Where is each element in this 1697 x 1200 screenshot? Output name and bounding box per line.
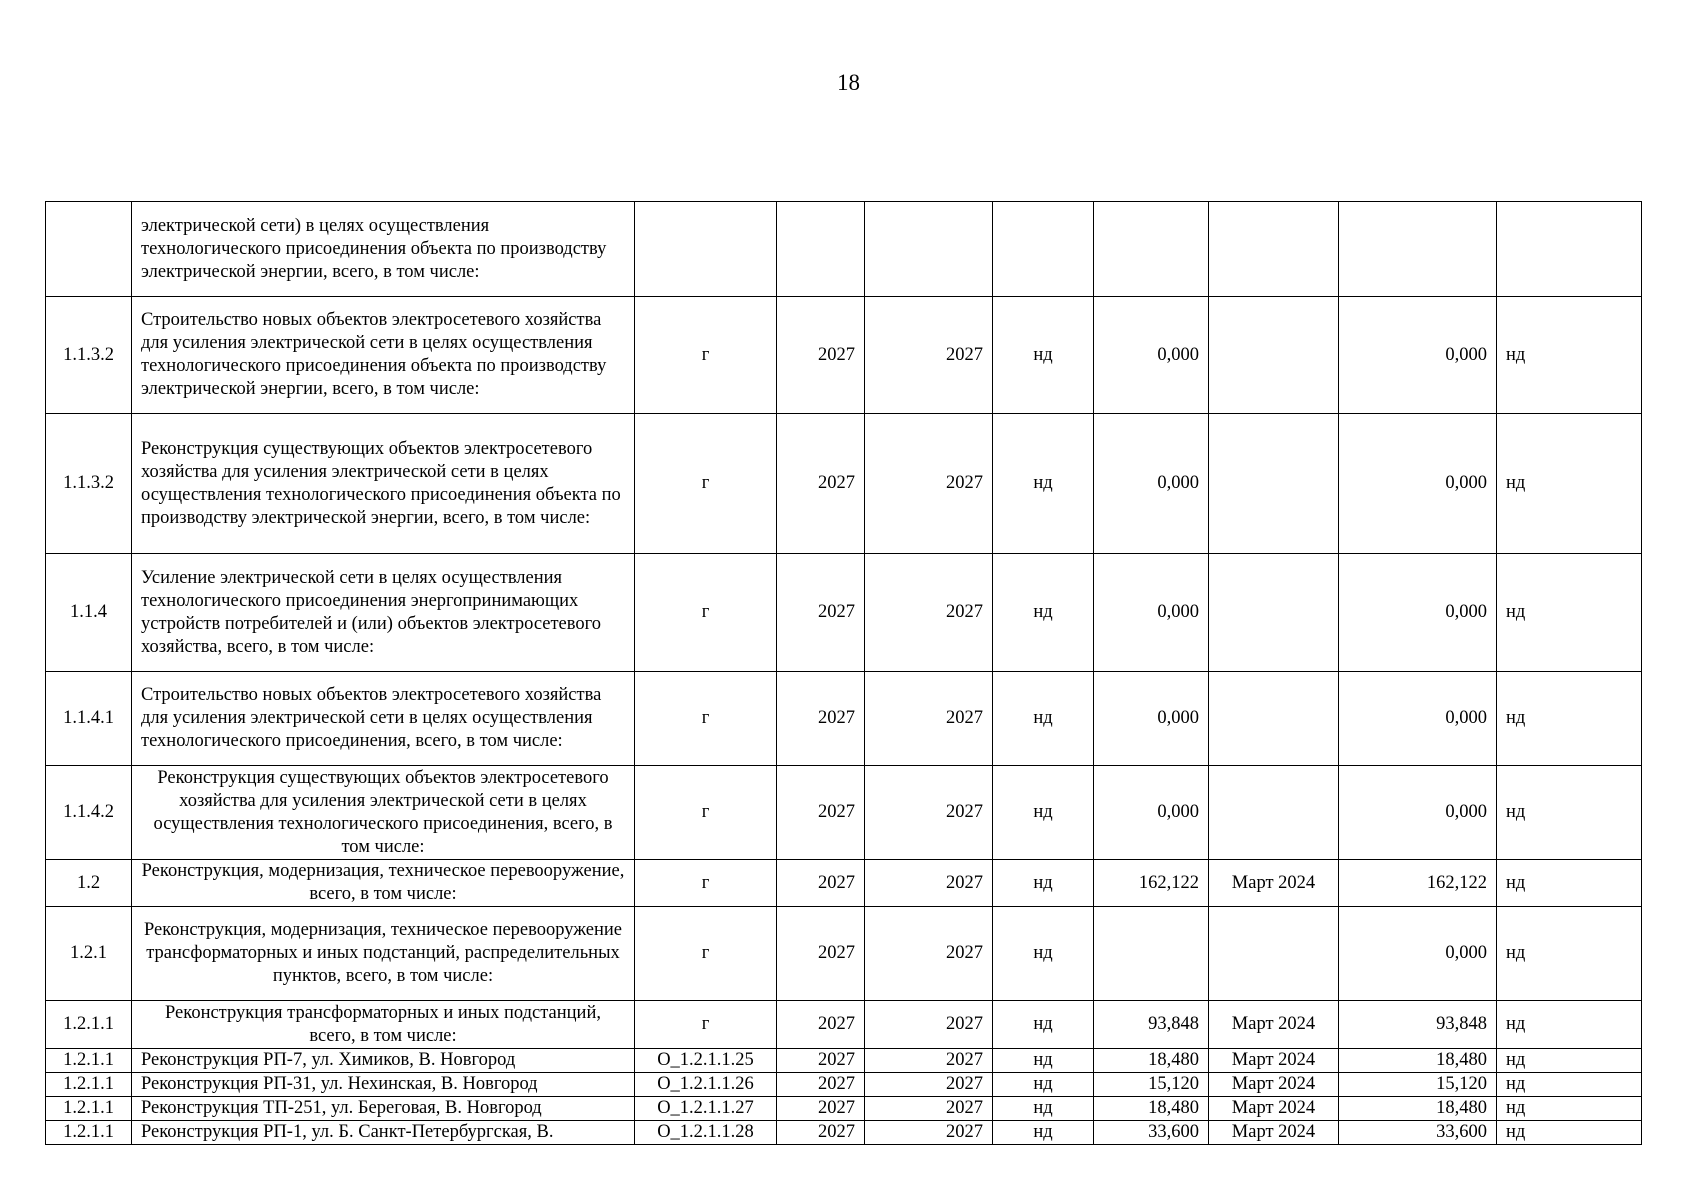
row-start-year: 2027 — [777, 1001, 865, 1049]
table-row — [46, 1121, 1642, 1145]
row-id: г — [635, 1001, 777, 1049]
row-code: 1.2.1.1 — [46, 1073, 132, 1097]
row-code: 1.1.3.2 — [46, 414, 132, 554]
row-start-year: 2027 — [777, 860, 865, 907]
row-note: нд — [1497, 297, 1642, 414]
row-total: 0,000 — [1339, 554, 1497, 672]
row-price-date: Март 2024 — [1209, 1097, 1339, 1121]
row-price-date — [1209, 672, 1339, 766]
row-status: нд — [993, 672, 1094, 766]
row-note: нд — [1497, 1073, 1642, 1097]
row-cost: 0,000 — [1094, 414, 1209, 554]
row-end-year: 2027 — [865, 297, 993, 414]
row-start-year: 2027 — [777, 414, 865, 554]
row-name: Реконструкция, модернизация, техническое перевооружение, всего, в том числе: — [132, 860, 635, 907]
row-note: нд — [1497, 860, 1642, 907]
row-end-year: 2027 — [865, 1049, 993, 1073]
table-row — [46, 1049, 1642, 1073]
row-price-date — [1209, 907, 1339, 1001]
row-code: 1.2.1.1 — [46, 1097, 132, 1121]
row-start-year: 2027 — [777, 554, 865, 672]
row-id: г — [635, 554, 777, 672]
row-code: 1.2 — [46, 860, 132, 907]
row-status: нд — [993, 860, 1094, 907]
row-status: нд — [993, 1121, 1094, 1145]
row-end-year: 2027 — [865, 1121, 993, 1145]
row-price-date: Март 2024 — [1209, 1049, 1339, 1073]
row-name: Реконструкция существующих объектов электросетевого хозяйства для усиления электрической сети в целях осуществления технологического присоединения, всего, в том числе: — [132, 766, 635, 860]
row-cost: 18,480 — [1094, 1049, 1209, 1073]
row-total: 15,120 — [1339, 1073, 1497, 1097]
row-total: 93,848 — [1339, 1001, 1497, 1049]
row-code: 1.2.1.1 — [46, 1049, 132, 1073]
row-id: О_1.2.1.1.27 — [635, 1097, 777, 1121]
row-start-year: 2027 — [777, 907, 865, 1001]
row-start-year: 2027 — [777, 1073, 865, 1097]
row-code — [46, 202, 132, 297]
row-cost: 162,122 — [1094, 860, 1209, 907]
row-end-year: 2027 — [865, 554, 993, 672]
table-row — [46, 1097, 1642, 1121]
row-total: 162,122 — [1339, 860, 1497, 907]
row-status: нд — [993, 414, 1094, 554]
row-total: 0,000 — [1339, 766, 1497, 860]
row-end-year: 2027 — [865, 672, 993, 766]
row-cost — [1094, 202, 1209, 297]
row-cost: 93,848 — [1094, 1001, 1209, 1049]
row-id: г — [635, 907, 777, 1001]
row-code: 1.1.4 — [46, 554, 132, 672]
row-end-year: 2027 — [865, 766, 993, 860]
row-price-date: Март 2024 — [1209, 1121, 1339, 1145]
row-code: 1.1.4.2 — [46, 766, 132, 860]
row-start-year: 2027 — [777, 766, 865, 860]
row-name: Реконструкция трансформаторных и иных подстанций, всего, в том числе: — [132, 1001, 635, 1049]
investment-table — [45, 201, 1642, 1145]
row-code: 1.2.1.1 — [46, 1001, 132, 1049]
row-start-year: 2027 — [777, 672, 865, 766]
row-total: 18,480 — [1339, 1097, 1497, 1121]
row-note: нд — [1497, 672, 1642, 766]
row-id: О_1.2.1.1.25 — [635, 1049, 777, 1073]
row-id: г — [635, 860, 777, 907]
table-row — [46, 202, 1642, 297]
row-start-year: 2027 — [777, 1097, 865, 1121]
row-status: нд — [993, 1073, 1094, 1097]
row-cost: 0,000 — [1094, 672, 1209, 766]
row-start-year: 2027 — [777, 1049, 865, 1073]
row-status: нд — [993, 766, 1094, 860]
row-name: Строительство новых объектов электросетевого хозяйства для усиления электрической сети в целях осуществления технологического присоединения, всего, в том числе: — [132, 672, 635, 766]
row-total: 18,480 — [1339, 1049, 1497, 1073]
row-status: нд — [993, 1049, 1094, 1073]
row-note — [1497, 202, 1642, 297]
row-cost: 0,000 — [1094, 297, 1209, 414]
row-end-year: 2027 — [865, 1097, 993, 1121]
row-cost: 0,000 — [1094, 766, 1209, 860]
row-end-year — [865, 202, 993, 297]
row-id: г — [635, 766, 777, 860]
row-price-date: Март 2024 — [1209, 1073, 1339, 1097]
row-note: нд — [1497, 766, 1642, 860]
row-status: нд — [993, 1097, 1094, 1121]
row-end-year: 2027 — [865, 1073, 993, 1097]
row-id: О_1.2.1.1.26 — [635, 1073, 777, 1097]
row-name: Строительство новых объектов электросетевого хозяйства для усиления электрической сети в целях осуществления технологического присоединения объекта по производству электрической энергии, всего, в том числе: — [132, 297, 635, 414]
row-note: нд — [1497, 1001, 1642, 1049]
table-row — [46, 766, 1642, 860]
table-row — [46, 414, 1642, 554]
row-note: нд — [1497, 907, 1642, 1001]
row-cost: 0,000 — [1094, 554, 1209, 672]
row-total: 0,000 — [1339, 297, 1497, 414]
row-id: г — [635, 414, 777, 554]
table-row — [46, 860, 1642, 907]
row-note: нд — [1497, 414, 1642, 554]
row-name: Реконструкция существующих объектов электросетевого хозяйства для усиления электрической сети в целях осуществления технологического присоединения объекта по производству электрической энергии, всего, в том числе: — [132, 414, 635, 554]
row-status — [993, 202, 1094, 297]
row-code: 1.1.4.1 — [46, 672, 132, 766]
row-status: нд — [993, 554, 1094, 672]
row-name: Реконструкция РП-7, ул. Химиков, В. Новгород — [132, 1049, 635, 1073]
row-total: 0,000 — [1339, 414, 1497, 554]
row-name: электрической сети) в целях осуществления технологического присоединения объекта по производству электрической энергии, всего, в том числе: — [132, 202, 635, 297]
row-id: г — [635, 672, 777, 766]
row-code: 1.1.3.2 — [46, 297, 132, 414]
row-price-date — [1209, 414, 1339, 554]
row-status: нд — [993, 1001, 1094, 1049]
table-row — [46, 907, 1642, 1001]
row-name: Реконструкция РП-31, ул. Нехинская, В. Новгород — [132, 1073, 635, 1097]
row-total: 0,000 — [1339, 907, 1497, 1001]
table-row — [46, 1001, 1642, 1049]
row-price-date: Март 2024 — [1209, 860, 1339, 907]
row-code: 1.2.1 — [46, 907, 132, 1001]
row-note: нд — [1497, 1049, 1642, 1073]
row-status: нд — [993, 907, 1094, 1001]
row-price-date — [1209, 766, 1339, 860]
row-total — [1339, 202, 1497, 297]
row-price-date — [1209, 297, 1339, 414]
row-name: Реконструкция РП-1, ул. Б. Санкт-Петербургская, В. — [132, 1121, 635, 1145]
row-cost — [1094, 907, 1209, 1001]
row-end-year: 2027 — [865, 907, 993, 1001]
row-note: нд — [1497, 1121, 1642, 1145]
table-row — [46, 672, 1642, 766]
row-id: г — [635, 297, 777, 414]
row-price-date: Март 2024 — [1209, 1001, 1339, 1049]
page-number: 18 — [837, 70, 860, 95]
row-cost: 18,480 — [1094, 1097, 1209, 1121]
row-end-year: 2027 — [865, 414, 993, 554]
row-status: нд — [993, 297, 1094, 414]
row-price-date — [1209, 202, 1339, 297]
row-cost: 33,600 — [1094, 1121, 1209, 1145]
row-end-year: 2027 — [865, 860, 993, 907]
row-id: О_1.2.1.1.28 — [635, 1121, 777, 1145]
row-id — [635, 202, 777, 297]
row-total: 33,600 — [1339, 1121, 1497, 1145]
table-row — [46, 297, 1642, 414]
row-code: 1.2.1.1 — [46, 1121, 132, 1145]
row-start-year: 2027 — [777, 1121, 865, 1145]
table-row — [46, 1073, 1642, 1097]
row-price-date — [1209, 554, 1339, 672]
row-name: Реконструкция ТП-251, ул. Береговая, В. Новгород — [132, 1097, 635, 1121]
row-note: нд — [1497, 554, 1642, 672]
row-start-year: 2027 — [777, 297, 865, 414]
row-cost: 15,120 — [1094, 1073, 1209, 1097]
row-start-year — [777, 202, 865, 297]
row-name: Усиление электрической сети в целях осуществления технологического присоединения энергопринимающих устройств потребителей и (или) объектов электросетевого хозяйства, всего, в том числе: — [132, 554, 635, 672]
row-end-year: 2027 — [865, 1001, 993, 1049]
row-note: нд — [1497, 1097, 1642, 1121]
table-row — [46, 554, 1642, 672]
row-name: Реконструкция, модернизация, техническое перевооружение трансформаторных и иных подстанций, распределительных пунктов, всего, в том числе: — [132, 907, 635, 1001]
row-total: 0,000 — [1339, 672, 1497, 766]
